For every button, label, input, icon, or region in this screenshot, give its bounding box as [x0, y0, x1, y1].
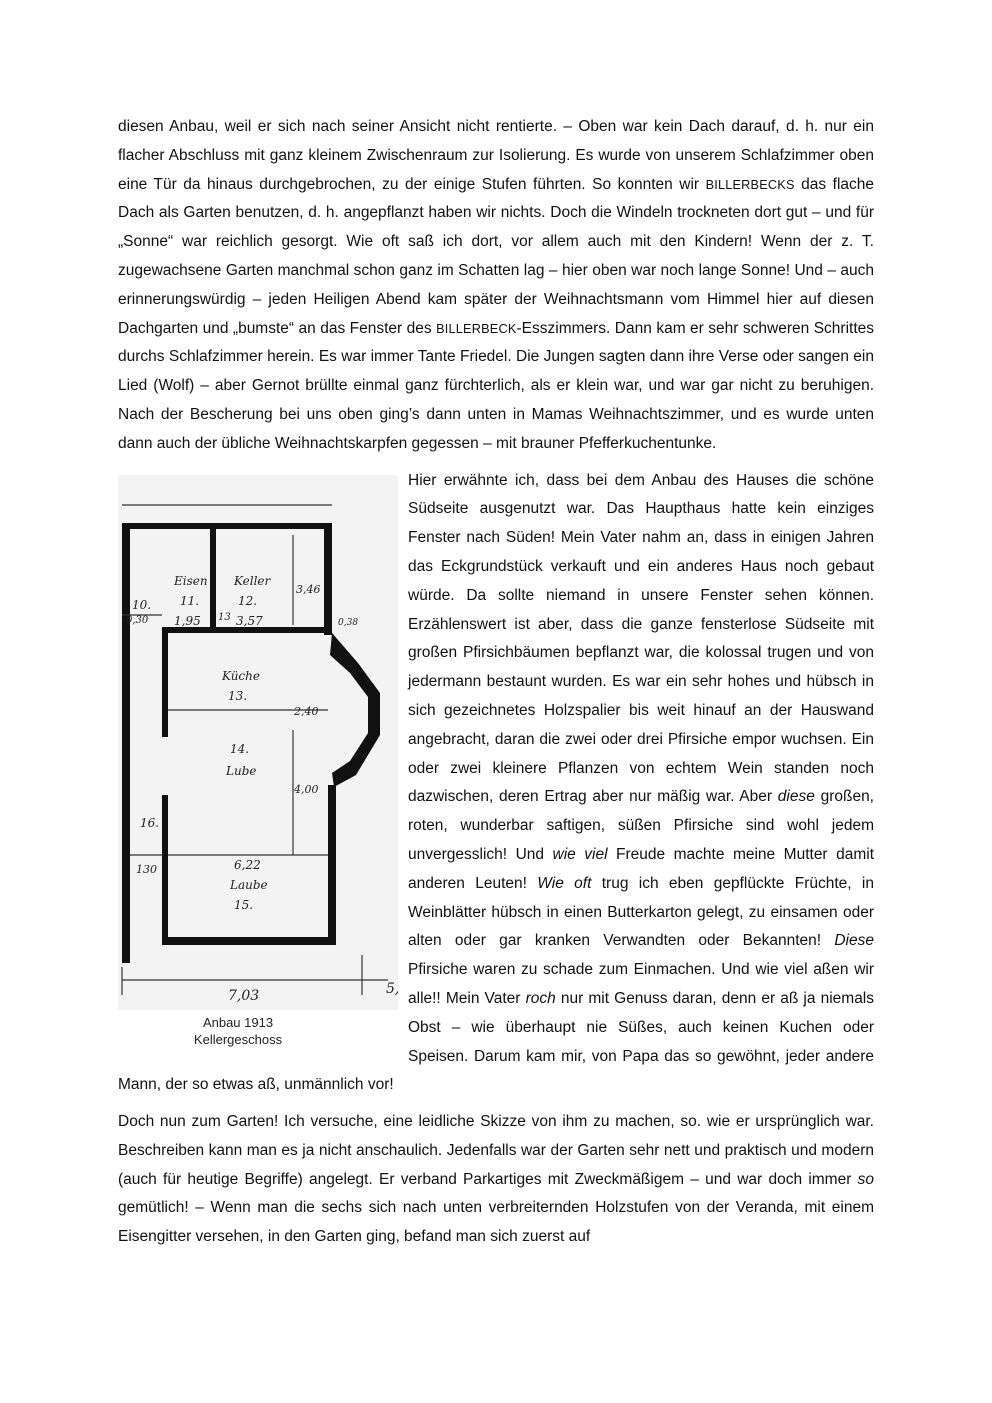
floor-plan-drawing — [118, 475, 398, 1010]
paragraph-3: Doch nun zum Garten! Ich versuche, eine leidliche Skizze von ihm zu machen, so. wie er ursprünglich war. Beschreiben kann man es ja nicht anschaulich. Jedenfalls war der Garten sehr nett und praktisch und modern (auch für heutige Begriffe) angelegt. Er verband Parkartiges mit Zweckmäßigem – und war doch immer so gemütlich! – Wenn man die sechs sich nach unten verbreiternden Holzstufen von der Veranda, mit einem Eisengitter versehen, in den Garten ging, befand man sich zuerst auf — [118, 1113, 874, 1246]
plan-label-room-12-area: 3,57 — [236, 613, 263, 628]
plan-label-dim-5: 5, — [386, 980, 400, 997]
plan-label-room-15: 15. — [234, 897, 254, 912]
plan-label-dim-30: 0,30 — [126, 614, 149, 626]
plan-label-dim-400: 4,00 — [294, 782, 319, 796]
plan-label-dim-13: 13 — [218, 611, 231, 623]
plan-label-room-16: 16. — [140, 815, 160, 830]
paragraph-2: Hier erwähnte ich, dass bei dem Anbau des Hauses die schöne Südseite ausgenutzt war. Das Haupthaus hatte kein einziges Fenster nach Süden! Mein Vater nahm an, dass in einigen Jahren das Eckgrundstück verkauft und ein anderes Haus noch gebaut würde. Da sollte niemand in unsere Fenster sehen können. Erzählenswert ist aber, dass die ganze fensterlose Südseite mit großen Pfirsichbäumen bepflanzt war, die kolossal trugen und von jedermann bestaunt wurden. Es war ein sehr hohes und hübsch in sich gezeichnetes Holzspalier bis weit hinauf an der Hauswand angebracht, daran die zwei oder drei Pfirsiche empor wuchsen. Ein oder zwei kleinere Pflanzen von echtem Wein standen noch dazwischen, deren Ertrag aber nur mäßig war. Aber diese großen, roten, wunderbar saftigen, süßen Pfirsiche sind wohl jedem unvergesslich! Und wie viel Freude machte meine Mutter damit anderen Leuten! Wie oft trug ich eben gepflückte Früchte, in Weinblätter hübsch in einen Butterkarton gelegt, zu einsamen oder alten oder gar kranken Verwandten oder Bekannten! Diese Pfirsiche waren zu schade zum Einmachen. Und wie viel aßen wir alle!! Mein Vater roch nur mit Genuss daran, denn er aß ja niemals Obst – wie überhaupt nie Süßes, auch keinen Kuchen oder Speisen. Darum kam mir, von Papa das so gewöhnt, jeder andere Mann, der so etwas aß, unmännlich vor! — [118, 471, 875, 1094]
plan-label-dim-240: 2,40 — [294, 704, 319, 718]
plan-label-room-10: 10. — [132, 597, 152, 612]
plan-label-room-15-word: Laube — [230, 877, 268, 892]
plan-label-room-11-area: 1,95 — [174, 613, 201, 628]
plan-label-room-15-area: 6,22 — [234, 857, 261, 872]
plan-label-room-14: 14. — [230, 741, 250, 756]
plan-label-room-11-word: Eisen — [174, 573, 208, 588]
caption-line-1: Anbau 1913 — [202, 1014, 274, 1030]
plan-label-dim-bottom: 7,03 — [228, 987, 260, 1004]
plan-label-room-14-word: Lube — [226, 763, 257, 778]
plan-label-room-12-word: Keller — [234, 573, 271, 588]
document-page — [118, 113, 874, 1260]
plan-label-room-11: 11. — [180, 593, 200, 608]
plan-label-dim-346: 3,46 — [296, 582, 321, 596]
caption-line-2: Kellergeschoss — [193, 1031, 283, 1047]
paragraph-1: diesen Anbau, weil er sich nach seiner Ansicht nicht rentierte. – Oben war kein Dach darauf, d. h. nur ein flacher Abschluss mit ganz kleinem Zwischenraum zur Isolierung. Es wurde von unserem Schlafzimmer oben eine Tür da hinaus durchgebrochen, zu der einige Stufen führten. So konnten wir BILLERBECKS das flache Dach als Garten benutzen, d. h. angepflanzt haben wir nichts. Doch die Windeln trockneten dort gut – und für „Sonne“ war reichlich gesorgt. Wie oft saß ich dort, vor allem auch mit den Kindern! Wenn der z. T. zugewachsene Garten manchmal schon ganz im Schatten lag – hier oben war noch lange Sonne! Und – auch erinnerungswürdig – jeden Heiligen Abend kam später der Weihnachtsmann vom Himmel hier auf diesen Dachgarten und „bumste“ an das Fenster des BILLERBECK-Esszimmers. Dann kam er sehr schweren Schrittes durchs Schlafzimmer herein. Es war immer Tante Friedel. Die Jungen sagten dann ihre Verse oder sangen ein Lied (Wolf) – aber Gernot brüllte einmal ganz fürchterlich, als er klein war, und war gar nicht zu beruhigen. Nach der Bescherung bei uns oben ging’s dann unten in Mamas Weihnachtszimmer, und es wurde unten dann auch der übliche Weihnachtskarpfen gegessen – mit brauner Pfefferkuchentunke. — [118, 118, 874, 452]
floor-plan-figure — [118, 475, 398, 1048]
figure-caption — [118, 1014, 358, 1048]
plan-label-room-13-word: Küche — [222, 668, 260, 683]
plan-label-dim-130: 130 — [136, 862, 157, 876]
plan-label-room-12: 12. — [238, 593, 258, 608]
plan-label-room-13: 13. — [228, 688, 248, 703]
plan-label-dim-038: 0,38 — [338, 617, 359, 628]
